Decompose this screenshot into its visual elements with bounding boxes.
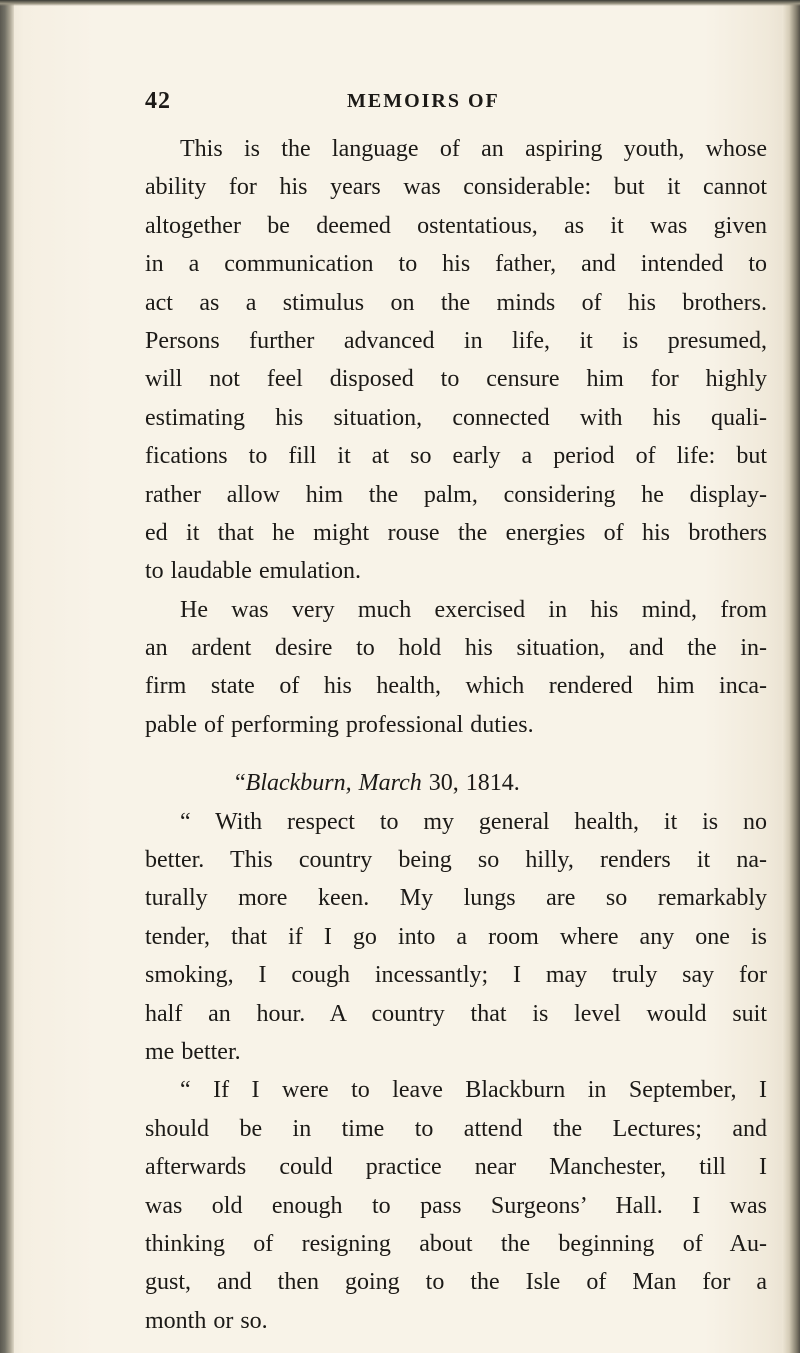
text-line: half an hour. A country that is level would suit [145, 1000, 767, 1027]
text-line: Persons further advanced in life, it is presumed, [145, 327, 767, 354]
text-line: an ardent desire to hold his situation, and the in- [145, 635, 767, 662]
body-text [145, 130, 767, 1340]
text-line: “ With respect to my general health, it is no [180, 808, 767, 835]
text-line: tender, that if I go into a room where any one is [145, 923, 767, 950]
text-line: smoking, I cough incessantly; I may truly say for [145, 962, 767, 989]
text-line: thinking of resigning about the beginning of Au- [145, 1230, 767, 1257]
paragraph-3 [145, 803, 767, 1072]
text-line: will not feel disposed to censure him for highly [145, 366, 767, 393]
top-edge-shadow [0, 0, 800, 6]
spacer [145, 744, 767, 764]
open-quote: “ [235, 770, 246, 797]
text-line: altogether be deemed ostentatious, as it was given [145, 212, 767, 239]
text-line: estimating his situation, connected with his quali- [145, 404, 767, 431]
text-line: in a communication to his father, and intended to [145, 251, 767, 278]
text-line: better. This country being so hilly, renders it na- [145, 847, 767, 874]
page-number: 42 [145, 88, 171, 114]
text-line: “ If I were to leave Blackburn in September, I [180, 1077, 767, 1104]
text-line: was old enough to pass Surgeons’ Hall. I was [145, 1192, 767, 1219]
text-line: He was very much exercised in his mind, from [180, 596, 767, 623]
letter-date: 30, 1814. [428, 770, 520, 797]
text-line: afterwards could practice near Manchester, till I [145, 1154, 767, 1181]
text-line: turally more keen. My lungs are so remarkably [145, 885, 767, 912]
text-line: rather allow him the palm, considering he display- [145, 481, 767, 508]
letter-dateline [145, 764, 767, 802]
running-head: MEMOIRS OF [347, 90, 500, 112]
text-line: to laudable emulation. [145, 558, 361, 585]
text-line: me better. [145, 1038, 241, 1065]
text-line: ed it that he might rouse the energies of his brothers [145, 519, 767, 546]
text-line: month or so. [145, 1307, 268, 1334]
text-line: gust, and then going to the Isle of Man for a [145, 1269, 767, 1296]
paragraph-1 [145, 130, 767, 591]
text-line: fications to fill it at so early a period of life: but [145, 443, 767, 470]
text-line: should be in time to attend the Lectures; and [145, 1115, 767, 1142]
page-edge-shadow [782, 0, 800, 1353]
binding-gutter [0, 0, 14, 1353]
text-line: act as a stimulus on the minds of his brothers. [145, 289, 767, 316]
text-line: ability for his years was considerable: but it cannot [145, 174, 767, 201]
page-header [145, 88, 665, 118]
text-line: pable of performing professional duties. [145, 711, 534, 738]
paragraph-2 [145, 591, 767, 745]
letter-place: Blackburn, [245, 770, 352, 797]
paragraph-4 [145, 1071, 767, 1340]
letter-month: March [358, 770, 422, 797]
text-line: firm state of his health, which rendered him inca- [145, 673, 767, 700]
text-line: This is the language of an aspiring youth, whose [180, 136, 767, 162]
